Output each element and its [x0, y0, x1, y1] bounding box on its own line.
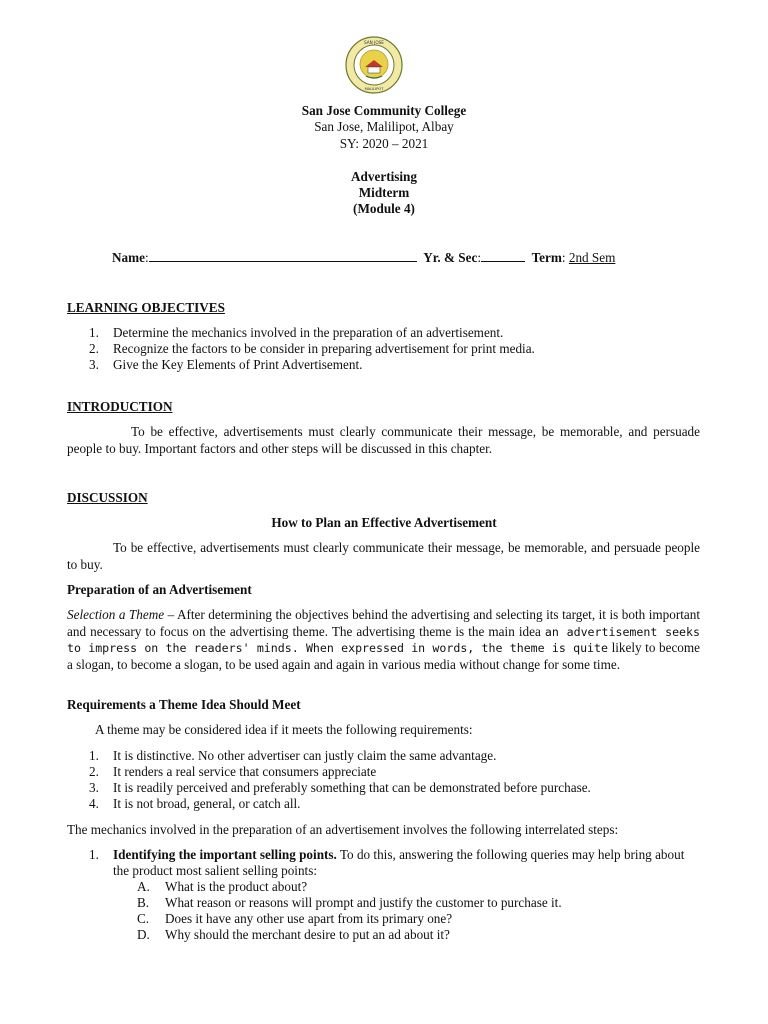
discussion-title: How to Plan an Effective Advertisement — [271, 515, 497, 530]
period-title: Midterm — [358, 185, 410, 200]
learning-objectives-heading: LEARNING OBJECTIVES — [67, 300, 225, 315]
requirements-heading: Requirements a Theme Idea Should Meet — [67, 697, 301, 712]
name-field[interactable] — [149, 250, 417, 262]
requirements-list — [89, 748, 591, 812]
module-label: (Module 4) — [353, 201, 415, 216]
list-item: 3. Give the Key Elements of Print Advertisement. — [89, 357, 363, 372]
list-item: 1. It is distinctive. No other advertiser can justly claim the same advantage. — [89, 748, 497, 763]
introduction-text: To be effective, advertisements must clearly communicate their message, be memorable, and persuade people to buy. Important factors and other steps will be discussed in this chapter. — [67, 424, 700, 456]
list-item: 3. It is readily perceived and preferably something that can be demonstrated before purchase. — [89, 780, 591, 795]
student-info-line: Name: Yr. & Sec: Term: 2nd Sem — [112, 250, 616, 265]
preparation-heading: Preparation of an Advertisement — [67, 582, 252, 597]
list-item: 4. It is not broad, general, or catch all. — [89, 796, 301, 811]
list-item: 2. It renders a real service that consumers appreciate — [89, 764, 377, 779]
introduction-heading: INTRODUCTION — [67, 399, 173, 414]
requirements-intro: A theme may be considered idea if it meets the following requirements: — [95, 722, 473, 737]
list-item: D. Why should the merchant desire to put an ad about it? — [137, 927, 450, 942]
list-item: 1. Determine the mechanics involved in the preparation of an advertisement. — [89, 325, 504, 340]
subject-title: Advertising — [351, 169, 417, 184]
name-label: Name — [112, 250, 145, 265]
list-item: B. What reason or reasons will prompt and justify the customer to purchase it. — [137, 895, 562, 910]
school-year: SY: 2020 – 2021 — [339, 136, 429, 151]
step-1-text: Identifying the important selling points. To do this, answering the following queries may help bring about the product most salient selling points: — [113, 847, 685, 878]
school-address: San Jose, Malilipot, Albay — [314, 119, 454, 134]
term-value: 2nd Sem — [568, 250, 616, 265]
step-1: 1. Identifying the important selling points. To do this, answering the following queries may help bring about the product most salient selling points: A. What is the product about? B. What reason or reasons will prompt and justify the customer to purchase it. C. Does it have any other use apart from its primary one? D. Why should the merchant desire to put an ad about it? — [89, 847, 700, 943]
yr-sec-label: Yr. & Sec — [423, 250, 478, 265]
yr-sec-field[interactable] — [481, 250, 525, 262]
step-1-sublist — [137, 879, 700, 943]
college-seal-logo — [345, 36, 403, 94]
discussion-heading: DISCUSSION — [67, 490, 148, 505]
list-item: A. What is the product about? — [137, 879, 308, 894]
theme-paragraph: Selection a Theme – After determining the objectives behind the advertising and selecting its target, it is both important and necessary to focus on the advertising theme. The advertising theme is the main idea an advertisement seeks to impress on the readers' minds. When expressed in words, the theme is quite likely to become a slogan, to become a slogan, to be used again and again in various media without change for some time. — [67, 607, 701, 672]
svg-text:SAN JOSE: SAN JOSE — [364, 40, 384, 45]
objectives-list — [89, 325, 535, 373]
mechanics-intro: The mechanics involved in the preparation of an advertisement involves the following interrelated steps: — [67, 822, 619, 837]
term-label: Term — [531, 250, 562, 265]
discussion-intro: To be effective, advertisements must clearly communicate their message, be memorable, and persuade people to buy. — [67, 540, 700, 572]
svg-text:MALILIPOT: MALILIPOT — [364, 87, 384, 91]
list-item: 2. Recognize the factors to be consider in preparing advertisement for print media. — [89, 341, 535, 356]
school-name: San Jose Community College — [301, 103, 467, 118]
list-item: C. Does it have any other use apart from its primary one? — [137, 911, 453, 926]
